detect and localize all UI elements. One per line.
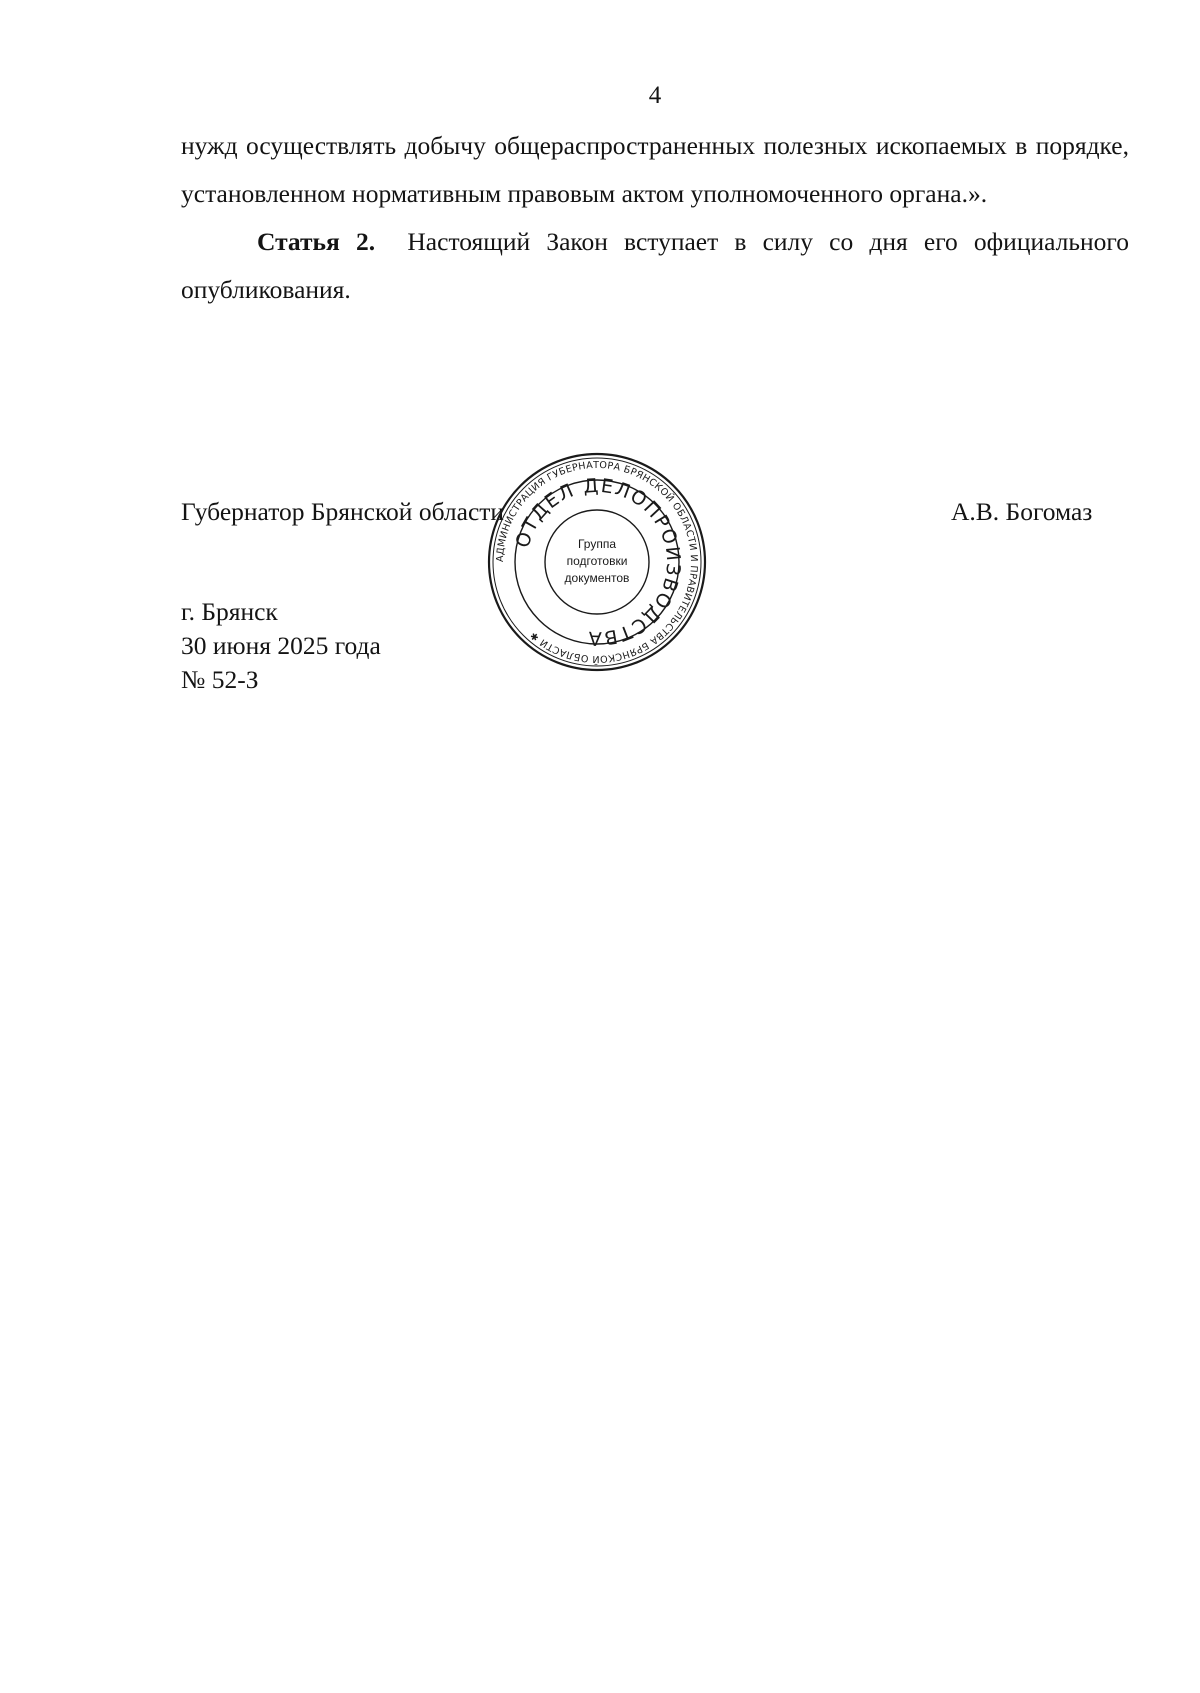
official-stamp [486, 451, 708, 673]
stamp-center-line2: подготовки [566, 554, 628, 568]
article-2-paragraph [181, 218, 1129, 314]
article-label: Статья 2. [257, 227, 376, 256]
stamp-center-line1: Группа [577, 537, 617, 551]
stamp-center-line3: документов [564, 571, 630, 585]
stamp-outer-text: АДМИНИСТРАЦИЯ ГУБЕРНАТОРА БРЯНСКОЙ ОБЛАСТИ И ПРАВИТЕЛЬСТВА БРЯНСКОЙ ОБЛАСТИ ✱ [494, 459, 700, 665]
stamp-middle-text: ОТДЕЛ ДЕЛОПРОИЗВОДСТВА [511, 474, 685, 650]
continuation-paragraph: нужд осуществлять добычу общераспространенных полезных ископаемых в порядке, установленном нормативным правовым актом уполномоченного органа.». [181, 131, 1129, 208]
stamp-graphic [486, 451, 708, 673]
article-text: Настоящий Закон вступает в силу со дня его официального опубликования. [181, 227, 1129, 304]
page-number: 4 [648, 82, 662, 109]
law-number: № 52-З [181, 665, 259, 694]
place-date-block [181, 595, 381, 697]
document-body [181, 122, 1129, 314]
law-date: 30 июня 2025 года [181, 631, 381, 660]
place-city: г. Брянск [181, 597, 278, 626]
signatory-title: Губернатор Брянской области [181, 497, 505, 526]
signatory-name: А.В. Богомаз [951, 497, 1093, 526]
